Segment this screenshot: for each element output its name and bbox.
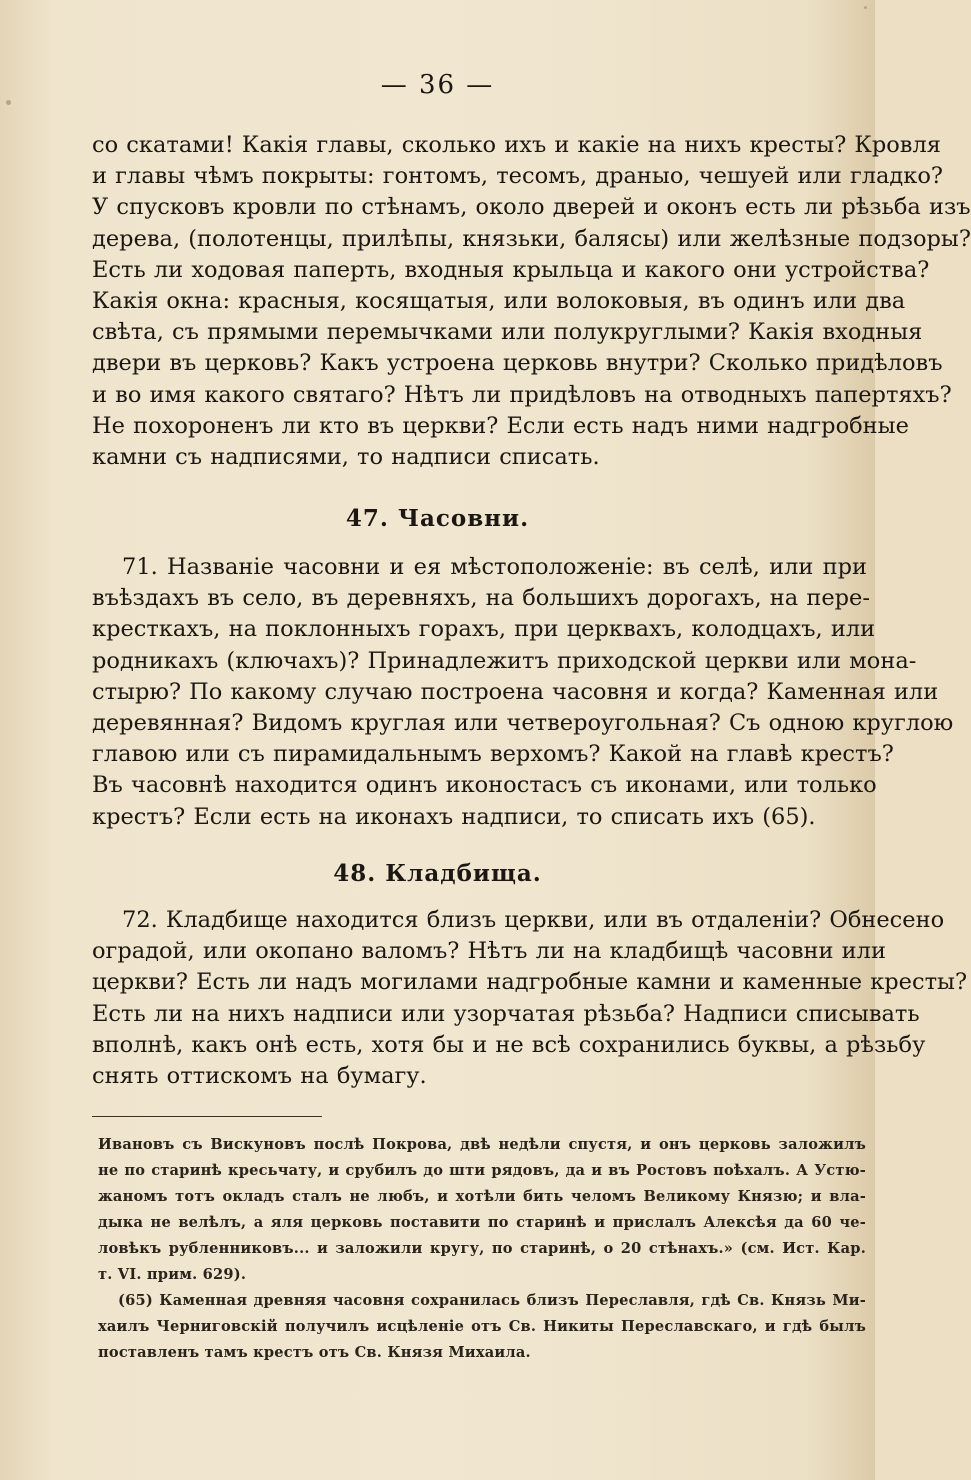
footnote-reference: (65). [762, 803, 816, 830]
text-line: Не похороненъ ли кто въ церкви? Если есть надъ ними надгробные [92, 412, 909, 439]
footnote-line: хаилъ Черниговскій получилъ исцѣленіе отъ Св. Никиты Переславскаго, и гдѣ былъ [98, 1318, 866, 1335]
text-line: церкви? Есть ли надъ могилами надгробные камни и каменные кресты? [92, 969, 968, 996]
text-line: Какія окна: красныя, косящатыя, или волоковыя, въ одинъ или два [92, 288, 906, 315]
section-48-paragraph [92, 905, 968, 1092]
paper-speck [6, 100, 11, 105]
section-heading-47: 47. Часовни. [345, 505, 530, 532]
text-line [92, 802, 867, 833]
text-line: Въ часовнѣ находится одинъ иконостасъ съ иконами, или только [92, 772, 877, 799]
text-line: вполнѣ, какъ онѣ есть, хотя бы и не всѣ сохранились буквы, а рѣзьбу [92, 1031, 926, 1058]
text-line: стырю? По какому случаю построена часовня и когда? Каменная или [92, 678, 939, 705]
footnote-line: (65) Каменная древняя часовня сохранилась близъ Переславля, гдѣ Св. Князь Ми- [118, 1292, 866, 1309]
text-line: Есть ли на нихъ надписи или узорчатая рѣзьба? Надписи списывать [92, 1000, 920, 1027]
text-line: 72. Кладбище находится близъ церкви, или въ отдаленіи? Обнесено [122, 907, 945, 933]
text-line: со скатами! Какія главы, сколько ихъ и какіе на нихъ кресты? Кровля [92, 132, 941, 158]
footnotes [98, 1132, 866, 1366]
paper-speck [864, 6, 867, 9]
text-line: камни съ надписями, то надписи списать. [92, 444, 600, 471]
section-47-paragraph [92, 552, 954, 833]
footnote-line: т. VI. прим. 629). [98, 1266, 247, 1283]
text-line: У спусковъ кровли по стѣнамъ, около дверей и оконъ есть ли рѣзьба изъ [92, 194, 971, 221]
page-number: — 36 — [380, 70, 495, 100]
section-heading-48: 48. Кладбища. [333, 860, 542, 887]
footnote-line: жаномъ тотъ окладъ сталъ не любъ, и хотѣли бить челомъ Великому Князю; и вла- [98, 1188, 866, 1205]
footnote-line: дыка не велѣлъ, а яля церковь поставити по старинѣ и прислалъ Алексѣя да 60 че- [98, 1214, 866, 1231]
text-line: и главы чѣмъ покрыты: гонтомъ, тесомъ, драныо, чешуей или гладко? [92, 163, 943, 190]
text-line: снять оттискомъ на бумагу. [92, 1063, 427, 1090]
text-line: 71. Названіе часовни и ея мѣстоположеніе: въ селѣ, или при [122, 554, 867, 580]
text-line: въѣздахъ въ село, въ деревняхъ, на большихъ дорогахъ, на пере- [92, 585, 870, 612]
text-line: свѣта, съ прямыми перемычками или полукруглыми? Какія входныя [92, 319, 923, 346]
text-line: Есть ли ходовая паперть, входныя крыльца и какого они устройства? [92, 256, 930, 283]
text-line: оградой, или окопано валомъ? Нѣтъ ли на кладбищѣ часовни или [92, 938, 886, 965]
intro-paragraph [92, 130, 971, 473]
footnote-line: ловѣкъ рубленниковъ... и заложили кругу, по старинѣ, о 20 стѣнахъ.» (см. Ист. Кар. [98, 1240, 866, 1257]
footnote-line: поставленъ тамъ крестъ отъ Св. Князя Михаила. [98, 1344, 531, 1361]
text-line: дерева, (полотенцы, прилѣпы, князьки, балясы) или желѣзные подзоры? [92, 225, 971, 252]
footnote-line: Ивановъ съ Вискуновъ послѣ Покрова, двѣ недѣли спустя, и онъ церковь заложилъ [98, 1136, 866, 1153]
text-line: двери въ церковь? Какъ устроена церковь внутри? Сколько придѣловъ [92, 350, 943, 377]
text-line: кресткахъ, на поклонныхъ горахъ, при церквахъ, колодцахъ, или [92, 616, 876, 643]
text-line: главою или съ пирамидальнымъ верхомъ? Какой на главѣ крестъ? [92, 741, 894, 768]
text-line-body: крестъ? Если есть на иконахъ надписи, то списать ихъ [92, 803, 755, 830]
text-line: и во имя какого святаго? Нѣтъ ли придѣловъ на отводныхъ папертяхъ? [92, 381, 952, 408]
text-line: родникахъ (ключахъ)? Принадлежитъ приходской церкви или мона- [92, 647, 917, 674]
text-line: деревянная? Видомъ круглая или четвероугольная? Съ одною круглою [92, 710, 954, 737]
footnote-line: не по старинѣ кресьчату, и срубилъ до шти рядовъ, да и въ Ростовъ поѣхалъ. А Устю- [98, 1162, 866, 1179]
footnote-divider [92, 1116, 322, 1117]
